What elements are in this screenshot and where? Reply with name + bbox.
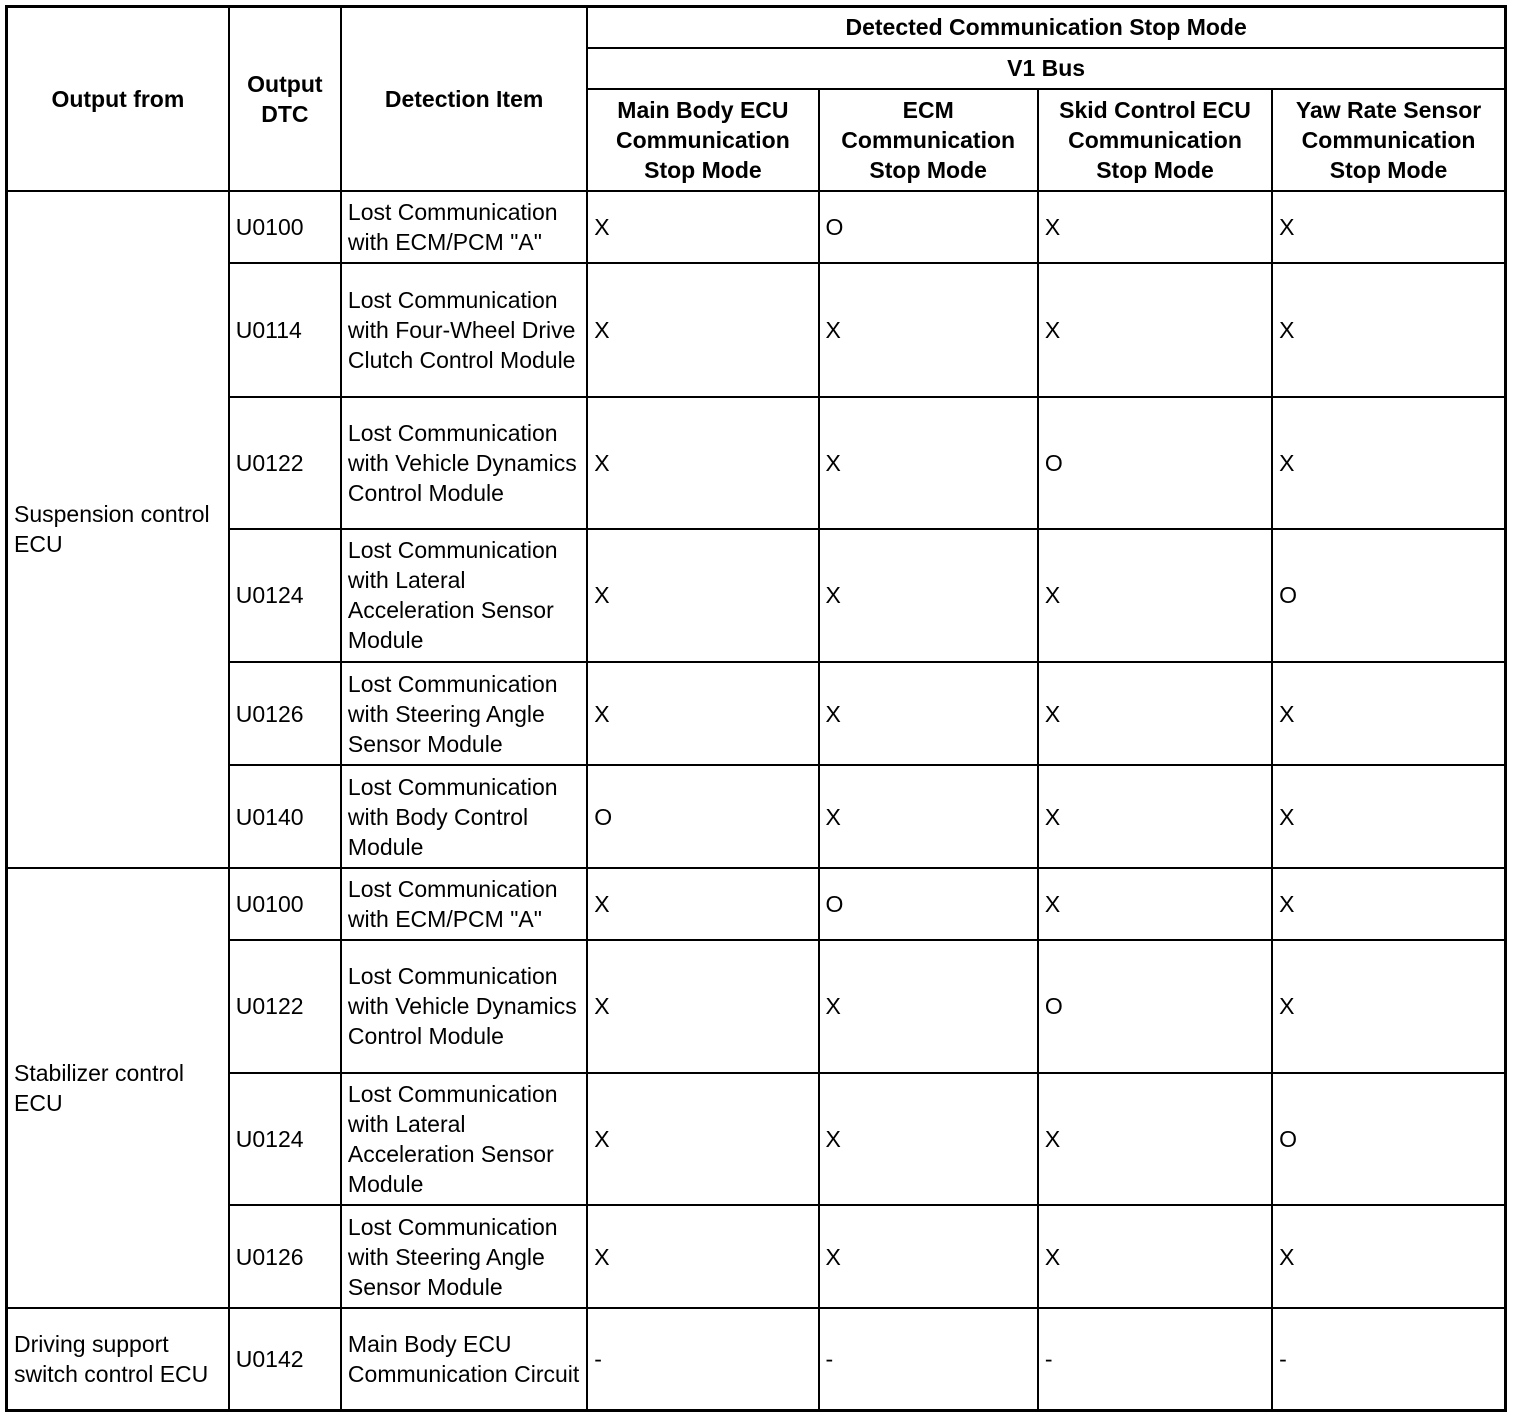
header-yaw: Yaw Rate Sensor Communication Stop Mode <box>1272 89 1505 191</box>
ecm-mode-cell: X <box>819 765 1038 868</box>
detection-item-cell: Lost Communication with Vehicle Dynamics Control Module <box>341 397 587 530</box>
ecm-mode-cell: X <box>819 940 1038 1073</box>
main-body-mode-cell: X <box>587 868 818 940</box>
skid-mode-cell: - <box>1038 1308 1272 1411</box>
yaw-mode-cell: X <box>1272 765 1505 868</box>
ecm-mode-cell: X <box>819 1205 1038 1308</box>
detection-item-cell: Lost Communication with Lateral Acceleration Sensor Module <box>341 529 587 662</box>
table-row <box>7 397 1506 530</box>
table-row <box>7 1205 1506 1308</box>
table-row <box>7 765 1506 868</box>
skid-mode-cell: X <box>1038 263 1272 397</box>
table-row <box>7 1073 1506 1206</box>
yaw-mode-cell: X <box>1272 868 1505 940</box>
yaw-mode-cell: X <box>1272 191 1505 263</box>
skid-mode-cell: X <box>1038 765 1272 868</box>
dtc-cell: U0124 <box>229 529 341 662</box>
skid-mode-cell: X <box>1038 1073 1272 1206</box>
skid-mode-cell: O <box>1038 397 1272 530</box>
table-row <box>7 940 1506 1073</box>
header-output-from: Output from <box>7 7 229 191</box>
yaw-mode-cell: - <box>1272 1308 1505 1411</box>
ecm-mode-cell: X <box>819 1073 1038 1206</box>
dtc-cell: U0124 <box>229 1073 341 1206</box>
ecm-mode-cell: O <box>819 191 1038 263</box>
main-body-mode-cell: - <box>587 1308 818 1411</box>
ecm-mode-cell: X <box>819 263 1038 397</box>
detection-item-cell: Lost Communication with Steering Angle Sensor Module <box>341 1205 587 1308</box>
dtc-cell: U0114 <box>229 263 341 397</box>
main-body-mode-cell: X <box>587 940 818 1073</box>
yaw-mode-cell: X <box>1272 1205 1505 1308</box>
skid-mode-cell: X <box>1038 191 1272 263</box>
dtc-cell: U0126 <box>229 1205 341 1308</box>
ecm-mode-cell: - <box>819 1308 1038 1411</box>
detection-item-cell: Lost Communication with Lateral Acceleration Sensor Module <box>341 1073 587 1206</box>
table-row <box>7 662 1506 766</box>
skid-mode-cell: X <box>1038 662 1272 766</box>
table-row <box>7 529 1506 662</box>
detection-item-cell: Lost Communication with Steering Angle Sensor Module <box>341 662 587 766</box>
skid-mode-cell: O <box>1038 940 1272 1073</box>
yaw-mode-cell: O <box>1272 1073 1505 1206</box>
yaw-mode-cell: X <box>1272 662 1505 766</box>
main-body-mode-cell: O <box>587 765 818 868</box>
main-body-mode-cell: X <box>587 1073 818 1206</box>
header-bus: V1 Bus <box>587 48 1505 89</box>
header-detected-mode: Detected Communication Stop Mode <box>587 7 1505 48</box>
detection-item-cell: Lost Communication with Four-Wheel Drive Clutch Control Module <box>341 263 587 397</box>
detection-item-cell: Main Body ECU Communication Circuit <box>341 1308 587 1411</box>
dtc-cell: U0126 <box>229 662 341 766</box>
detection-item-cell: Lost Communication with Vehicle Dynamics Control Module <box>341 940 587 1073</box>
main-body-mode-cell: X <box>587 191 818 263</box>
main-body-mode-cell: X <box>587 529 818 662</box>
table-row <box>7 1308 1506 1411</box>
main-body-mode-cell: X <box>587 662 818 766</box>
output-from-cell: Stabilizer control ECU <box>7 868 229 1308</box>
ecm-mode-cell: O <box>819 868 1038 940</box>
yaw-mode-cell: X <box>1272 397 1505 530</box>
ecm-mode-cell: X <box>819 662 1038 766</box>
output-from-cell: Suspension control ECU <box>7 191 229 868</box>
ecm-mode-cell: X <box>819 397 1038 530</box>
table-row <box>7 191 1506 263</box>
dtc-cell: U0140 <box>229 765 341 868</box>
skid-mode-cell: X <box>1038 868 1272 940</box>
yaw-mode-cell: X <box>1272 263 1505 397</box>
dtc-cell: U0100 <box>229 868 341 940</box>
table-row <box>7 263 1506 397</box>
header-output-dtc: Output DTC <box>229 7 341 191</box>
ecm-mode-cell: X <box>819 529 1038 662</box>
dtc-cell: U0100 <box>229 191 341 263</box>
skid-mode-cell: X <box>1038 1205 1272 1308</box>
skid-mode-cell: X <box>1038 529 1272 662</box>
detection-item-cell: Lost Communication with ECM/PCM "A" <box>341 868 587 940</box>
main-body-mode-cell: X <box>587 1205 818 1308</box>
header-main-body: Main Body ECU Communication Stop Mode <box>587 89 818 191</box>
output-from-cell: Driving support switch control ECU <box>7 1308 229 1411</box>
main-body-mode-cell: X <box>587 397 818 530</box>
main-body-mode-cell: X <box>587 263 818 397</box>
header-detection-item: Detection Item <box>341 7 587 191</box>
detection-item-cell: Lost Communication with ECM/PCM "A" <box>341 191 587 263</box>
detection-item-cell: Lost Communication with Body Control Module <box>341 765 587 868</box>
dtc-stop-mode-table <box>5 5 1507 1412</box>
table-row <box>7 868 1506 940</box>
dtc-cell: U0122 <box>229 940 341 1073</box>
header-ecm: ECM Communication Stop Mode <box>819 89 1038 191</box>
yaw-mode-cell: O <box>1272 529 1505 662</box>
yaw-mode-cell: X <box>1272 940 1505 1073</box>
dtc-cell: U0142 <box>229 1308 341 1411</box>
dtc-cell: U0122 <box>229 397 341 530</box>
header-skid: Skid Control ECU Communication Stop Mode <box>1038 89 1272 191</box>
